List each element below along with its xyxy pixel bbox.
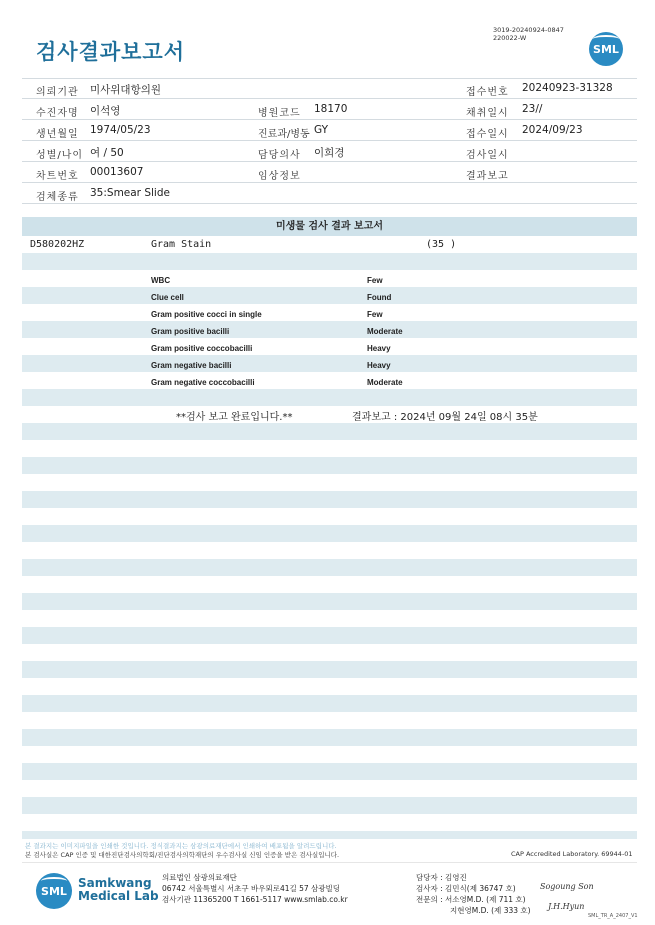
signature: Sogoung Son [540,882,594,891]
field-value: 23// [522,103,543,115]
document-code-line: 3019-20240924-0847 [493,26,564,34]
row-band [22,763,637,780]
row-band [22,559,637,576]
form-version: SML_TR_A_2407_V1 [588,913,638,919]
field-value: 여 / 50 [90,147,124,159]
result-item: Gram negative coccobacilli [151,378,255,387]
result-value: Few [367,310,383,319]
divider [22,203,637,204]
row-band [22,831,637,839]
result-item: Gram positive coccobacilli [151,344,253,353]
divider [22,119,637,120]
field-value: 18170 [314,103,348,115]
field-label: 병원코드 [258,108,301,119]
field-label: 성별/나이 [36,150,84,161]
field-value: 이희경 [314,147,345,159]
field-label: 채취일시 [466,108,509,119]
address-line: 06742 서울특별시 서초구 바우뫼로41길 57 삼광빌딩 [162,884,341,893]
field-label: 담당의사 [258,150,301,161]
field-label: 진료과/병동 [258,129,310,140]
row-band [22,797,637,814]
field-value: 이석영 [90,105,121,117]
row-band [22,491,637,508]
result-item: WBC [151,276,171,285]
row-band [22,355,637,372]
sml-logo [36,873,72,909]
staff-line: 전문의 : 서소영M.D. (제 711 호) [416,895,526,904]
field-label: 생년월일 [36,129,79,140]
divider [22,98,637,99]
address-line: 검사기관 11365200 T 1661-5117 www.smlab.co.kr [162,895,348,904]
row-band [22,321,637,338]
result-value: Heavy [367,344,391,353]
field-value: 20240923-31328 [522,82,613,94]
staff-line: 검사자 : 김민식(제 36747 호) [416,884,516,893]
result-item: Clue cell [151,293,184,302]
test-name: Gram Stain [151,239,212,250]
row-band [22,729,637,746]
brand-line: Medical Lab [78,889,159,903]
divider [22,161,637,162]
result-item: Gram positive cocci in single [151,310,262,319]
row-band [22,525,637,542]
sml-logo [589,32,623,66]
completion-text: **검사 보고 완료입니다.** [176,412,293,423]
signature: J.H.Hyun [548,902,585,911]
staff-line: 담당자 : 김영진 [416,873,467,882]
divider [22,862,637,863]
field-value: 35:Smear Slide [90,187,170,199]
result-value: Heavy [367,361,391,370]
field-value: GY [314,124,329,136]
document-code [493,26,564,42]
field-label: 차트번호 [36,171,79,182]
divider [22,78,637,79]
field-label: 의뢰기관 [36,87,79,98]
logo-text: SML [593,43,619,56]
field-value: 1974/05/23 [90,124,151,136]
result-value: Moderate [367,378,403,387]
field-label: 검사일시 [466,150,509,161]
row-band [22,457,637,474]
divider [22,182,637,183]
staff-line: 지현영M.D. (제 333 호) [450,906,531,915]
result-value: Few [367,276,383,285]
field-value: 00013607 [90,166,144,178]
row-band [22,423,637,440]
result-value: Moderate [367,327,403,336]
field-label: 검체종류 [36,192,79,203]
field-label: 수진자명 [36,108,79,119]
footer-note: 본 검사실은 CAP 인증 및 대한진단검사의학회/진단검사의학재단의 우수검사실 신임 인증을 받은 검사실입니다. [25,851,340,859]
result-item: Gram positive bacilli [151,327,230,336]
field-value: 2024/09/23 [522,124,583,136]
cap-accreditation: CAP Accredited Laboratory. 69944-01 [511,850,633,858]
row-band [22,661,637,678]
section-title-band [22,217,637,236]
row-band [22,627,637,644]
divider [22,140,637,141]
address-line: 의료법인 삼광의료재단 [162,873,237,882]
field-label: 접수번호 [466,87,509,98]
field-value: 미사위대항의원 [90,84,162,96]
brand-line: Samkwang [78,876,152,890]
document-code-line: 220022-W [493,34,527,42]
test-count: (35 ) [426,239,457,250]
row-band [22,287,637,304]
field-label: 접수일시 [466,129,509,140]
report-datetime: 결과보고 : 2024년 09월 24일 08시 35분 [352,412,538,423]
field-label: 임상정보 [258,171,301,182]
section-title: 미생물 검사 결과 보고서 [275,221,384,232]
footer-note: 본 결과지는 이미지파일을 인쇄한 것입니다. 정식결과지는 삼광의료재단에서 인쇄하여 배포됨을 알려드립니다. [25,842,337,850]
logo-text: SML [41,885,67,898]
test-code: D580202HZ [30,239,85,250]
row-band [22,389,637,406]
result-item: Gram negative bacilli [151,361,232,370]
row-band [22,695,637,712]
page-title: 검사결과보고서 [36,40,186,64]
row-band [22,593,637,610]
field-label: 결과보고 [466,171,509,182]
brand-name [78,877,159,903]
result-value: Found [367,293,392,302]
row-band [22,253,637,270]
